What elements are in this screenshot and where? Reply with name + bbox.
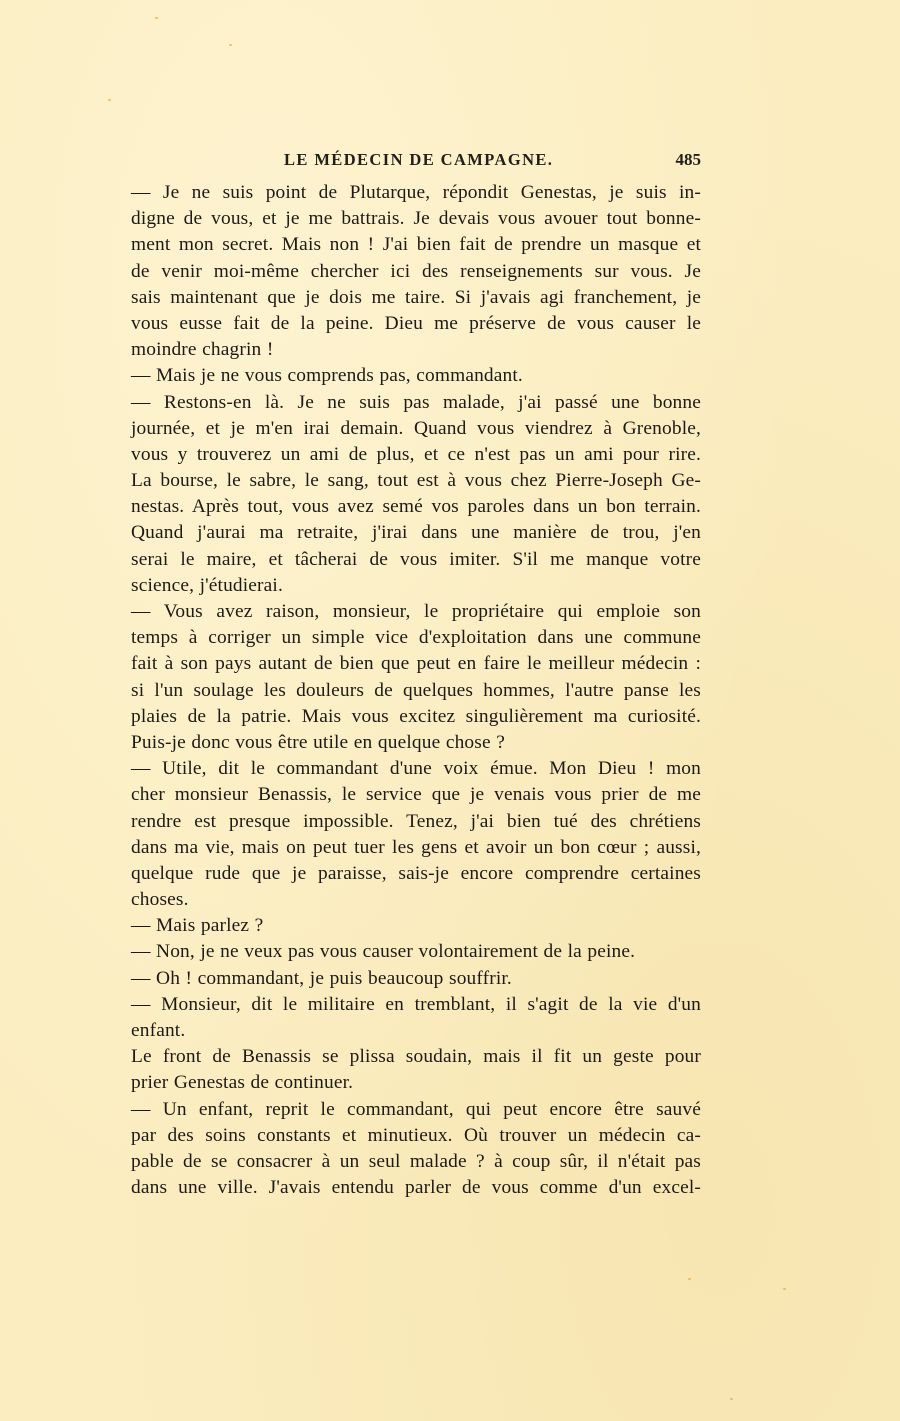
text-line: vous eusse fait de la peine. Dieu me préserve de vous causer le [131, 312, 701, 334]
paragraph [131, 180, 701, 363]
text-line: dans une ville. J'avais entendu parler de vous comme d'un excel- [131, 1177, 701, 1199]
paragraph [131, 390, 701, 600]
paragraph [131, 1044, 701, 1096]
body-text [131, 180, 701, 1201]
text-line: pable de se consacrer à un seul malade ? à coup sûr, il n'était pas [131, 1150, 701, 1172]
text-line: journée, et je m'en irai demain. Quand vous viendrez à Grenoble, [131, 417, 701, 439]
paper-speck [229, 44, 232, 46]
running-head [131, 150, 701, 174]
text-line: temps à corriger un simple vice d'exploitation dans une commune [131, 627, 701, 649]
text-line: moindre chagrin ! [131, 339, 274, 361]
text-line: — Mais je ne vous comprends pas, commandant. [131, 365, 523, 387]
text-line: si l'un soulage les douleurs de quelques hommes, l'autre panse les [131, 679, 701, 701]
text-line: — Restons-en là. Je ne suis pas malade, j'ai passé une bonne [131, 391, 701, 413]
paragraph [131, 913, 701, 939]
paper-speck [155, 17, 158, 19]
text-line: vous y trouverez un ami de plus, et ce n'est pas un ami pour rire. [131, 443, 701, 465]
paper-speck [730, 1398, 733, 1400]
text-line: La bourse, le sabre, le sang, tout est à vous chez Pierre-Joseph Ge- [131, 470, 701, 492]
running-title: LE MÉDECIN DE CAMPAGNE. [284, 150, 554, 169]
text-line: prier Genestas de continuer. [131, 1072, 354, 1094]
text-line: — Utile, dit le commandant d'une voix émue. Mon Dieu ! mon [131, 758, 701, 780]
text-line: par des soins constants et minutieux. Où trouver un médecin ca- [131, 1124, 701, 1146]
text-line: cher monsieur Benassis, le service que je venais vous prier de me [131, 784, 701, 806]
text-line: de venir moi-même chercher ici des renseignements sur vous. Je [131, 260, 701, 282]
text-line: science, j'étudierai. [131, 574, 283, 596]
text-line: serai le maire, et tâcherai de vous imiter. S'il me manque votre [131, 548, 701, 570]
text-line: digne de vous, et je me battrais. Je devais vous avouer tout bonne- [131, 208, 701, 230]
paragraph [131, 939, 701, 965]
text-line: Quand j'aurai ma retraite, j'irai dans une manière de trou, j'en [131, 522, 701, 544]
text-line: Le front de Benassis se plissa soudain, mais il fit un geste pour [131, 1046, 701, 1068]
text-line: — Mais parlez ? [131, 915, 264, 937]
paragraph [131, 966, 701, 992]
text-line: fait à son pays autant de bien que peut en faire le meilleur médecin : [131, 653, 701, 675]
page-number: 485 [675, 150, 701, 169]
paper-speck [783, 1288, 786, 1290]
paragraph [131, 1097, 701, 1202]
paper-speck [108, 99, 111, 101]
text-line: — Oh ! commandant, je puis beaucoup souffrir. [131, 967, 512, 989]
text-line: — Je ne suis point de Plutarque, répondit Genestas, je suis in- [131, 182, 701, 203]
text-line: enfant. [131, 1020, 186, 1041]
text-line: — Vous avez raison, monsieur, le propriétaire qui emploie son [131, 601, 701, 622]
text-line: dans ma vie, mais on peut tuer les gens et avoir un bon cœur ; aussi, [131, 836, 701, 858]
text-line: ment mon secret. Mais non ! J'ai bien fait de prendre un masque et [131, 234, 701, 256]
paragraph [131, 599, 701, 756]
text-line: Puis-je donc vous être utile en quelque chose ? [131, 731, 505, 753]
book-page [131, 150, 701, 1201]
text-line: — Monsieur, dit le militaire en tremblant, il s'agit de la vie d'un [131, 993, 701, 1015]
text-line: sais maintenant que je dois me taire. Si j'avais agi franchement, je [131, 286, 701, 308]
text-line: choses. [131, 889, 189, 911]
text-line: rendre est presque impossible. Tenez, j'ai bien tué des chrétiens [131, 810, 701, 832]
paragraph [131, 756, 701, 913]
text-line: quelque rude que je paraisse, sais-je encore comprendre certaines [131, 862, 701, 884]
text-line: plaies de la patrie. Mais vous excitez singulièrement ma curiosité. [131, 705, 701, 727]
paragraph [131, 363, 701, 389]
paper-speck [688, 1278, 691, 1280]
text-line: — Un enfant, reprit le commandant, qui peut encore être sauvé [131, 1098, 701, 1120]
paragraph [131, 992, 701, 1044]
text-line: nestas. Après tout, vous avez semé vos paroles dans un bon terrain. [131, 496, 701, 518]
text-line: — Non, je ne veux pas vous causer volontairement de la peine. [131, 941, 636, 963]
